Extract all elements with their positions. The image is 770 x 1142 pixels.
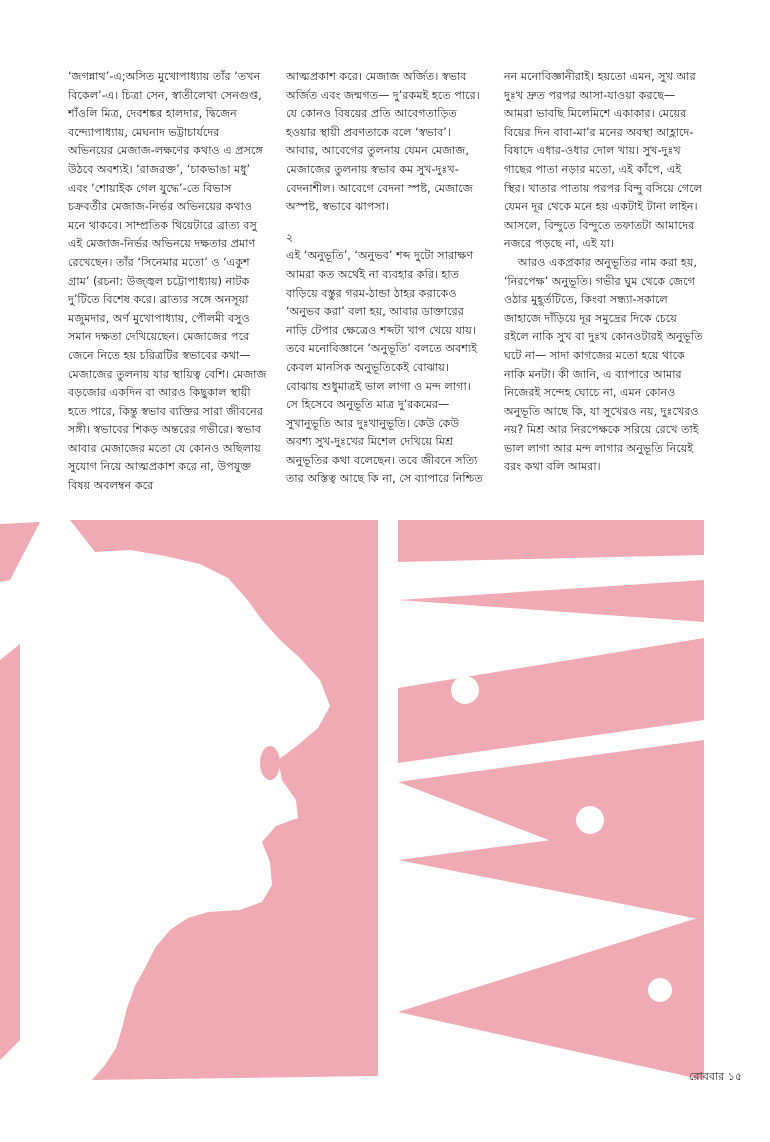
- column-2-paragraph-1: আত্মপ্রকাশ করে। মেজাজ অর্জিত। স্বভাব অর্জিত এবং জন্মগত— দু’রকমই হতে পারে। যে কোনও বিষয়ের প্রতি আবেগতাড়িত হওয়ার স্থায়ী প্রবণতাকে বলে ‘স্বভাব’। আবার, আবেগের তুলনায় যেমন মেজাজ, মেজাজের তুলনায় স্বভাব কম সুখ-দুঃখ-বেদনাশীল। আবেগে বেদনা স্পষ্ট, মেজাজে অস্পষ্ট, স্বভাবে ঝাপসা।: [286, 70, 480, 214]
- triangle-2: [398, 638, 704, 763]
- page-footer-label: রোববার ১৫: [689, 1070, 742, 1083]
- column-3-paragraph-1: নন মনোবিজ্ঞানীরাই। হয়তো এমন, সুখ আর দুঃখ দ্রুত পরপর আসা-যাওয়া করছে— আমরা ভাবছি মিলেমিশে একাকার। মেয়ের বিয়ের দিন বাবা-মা’র মনের অবস্থা আহ্লাদে-বিষাদে এধার-ওধার দোল খায়। সুখ-দুঃখ গাছের পাতা নড়ার মতো, এই কাঁপে, এই স্থির। খাতার পাতায় পরপর বিন্দু বসিয়ে গেলে যেমন দূর থেকে মনে হয় একটাই টানা লাইন। আসলে, বিন্দুতে বিন্দুতে তফাতটা আমাদের নজরে পড়ছে না, এই যা।: [504, 70, 703, 251]
- triangle-dot-2: [576, 806, 604, 834]
- triangle-dot-1: [451, 676, 479, 704]
- decorative-illustration: [0, 520, 770, 1142]
- triangle-dot-3: [446, 943, 474, 971]
- column-2-paragraph-2: এই ‘অনুভূতি’, ‘অনুভব’ শব্দ দুটো সারাক্ষণ আমরা কত অর্থেই না ব্যবহার করি। হাত বাড়িয়ে বস্তুর গরম-ঠান্ডা ঠাহর করাকেও ‘অনুভব করা’ বলা হয়, আবার ডাক্তারের নাড়ি টেপার ক্ষেত্রেও শব্দটা খাপ খেয়ে যায়। তবে মনোবিজ্ঞানে ‘অনুভূতি’ বলতে অবশ্যই কেবল মানসিক অনুভূতিকেই বোঝায়। বোঝায় শুধুমাত্রই ভাল লাগা ও মন্দ লাগা। সে হিসেবে অনুভূতি মাত্র দু’রকমের— সুখানুভূতি আর দুঃখানুভূতি। কেউ কেউ অবশ্য সুখ-দুঃখের মিশেল দেখিয়ে মিশ্র অনুভূতির কথা বলেছেন। তবে জীবনে সত্যি তার অস্তিত্ব আছে কি না, সে ব্যাপারে নিশ্চিত: [286, 249, 483, 486]
- eye-pupil: [260, 746, 280, 780]
- section-number: ২: [286, 230, 294, 244]
- column-3-paragraph-2: আরও একপ্রকার অনুভূতির নাম করা হয়, ‘নিরপেক্ষ’ অনুভূতি। গভীর ঘুম থেকে জেগে ওঠার মুহূর্তটিতে, কিংবা সন্ধ্যা-সকালে জাহাজে দাঁড়িয়ে দূর সমুদ্রের দিকে চেয়ে রইলে নাকি সুখ বা দুঃখ কোনওটারই অনুভূতি ঘটে না— সাদা কাগজের মতো হয়ে থাকে নাকি মনটা। কী জানি, এ ব্যাপারে আমার নিজেরই সন্দেহ ঘোচে না, এমন কোনও অনুভূতি আছে কি, যা সুখেরও নয়, দুঃখেরও নয়? মিশ্র আর নিরপেক্ষকে সরিয়ে রেখে তাই ভাল লাগা আর মন্দ লাগার অনুভূতি নিয়েই বরং কথা বলি আমরা।: [504, 255, 703, 474]
- column-1-paragraph: ‘জগন্নাথ’-এ;অসিত মুখোপাধ্যায় তাঁর ‘তখন বিকেল’-এ। চিত্রা সেন, স্বাতীলেখা সেনগুপ্ত, শাঁওলি মিত্র, দেবশঙ্কর হালদার, দ্বিজেন বন্দ্যোপাধ্যায়, মেঘনাদ ভট্টাচার্যদের অভিনয়ের মেজাজ-লক্ষণের কথাও এ প্রসঙ্গে উঠবে অবশ্যই। ‘রাজরক্ত’, ‘চাকভাঙা মধু’ এবং ‘শোয়াইক গেল যুদ্ধে’-তে বিভাস চক্রবর্তীর মেজাজ-নির্ভর অভিনয়ের কথাও মনে থাকবে। সাম্প্রতিক থিয়েটারে ব্রাত্য বসু এই মেজাজ-নির্ভর অভিনয়ে দক্ষতার প্রমাণ রেখেছেন। তাঁর ‘সিনেমার মতো’ ও ‘একুশ গ্রাম’ (রচনা: উজ্জ্বল চট্টোপাধ্যায়) নাটক দু’টিতে বিশেষ করে। ব্রাত্যর সঙ্গে অনসূয়া মজুমদার, অর্ণ মুখোপাধ্যায়, পৌলমী বসুও সমান দক্ষতা দেখিয়েছেন। মেজাজের পরে জেনে নিতে হয় চরিত্রটির স্বভাবের কথা— মেজাজের তুলনায় যার স্থায়িত্ব বেশি। মেজাজ বড়জোর একদিন বা আরও কিছুকাল স্থায়ী হতে পারে, কিন্তু স্বভাব ব্যক্তির সারা জীবনের সঙ্গী। স্বভাবের শিকড় অন্তরের গভীরে। স্বভাব আবার মেজাজের মতো যে কোনও অছিলায় সুযোগ নিয়ে আত্মপ্রকাশ করে না, উপযুক্ত বিষয় অবলম্বন করে: [68, 70, 267, 493]
- left-sliver-2: [0, 644, 20, 1060]
- article-column-3: [504, 68, 704, 477]
- article-column-1: [68, 68, 268, 496]
- triangle-band-1: [398, 520, 704, 562]
- left-sliver-1: [0, 522, 40, 582]
- triangle-dot-4: [648, 978, 672, 1002]
- triangle-1: [398, 580, 704, 622]
- face-profile-shape: [70, 520, 378, 1080]
- article-column-2: [286, 68, 484, 489]
